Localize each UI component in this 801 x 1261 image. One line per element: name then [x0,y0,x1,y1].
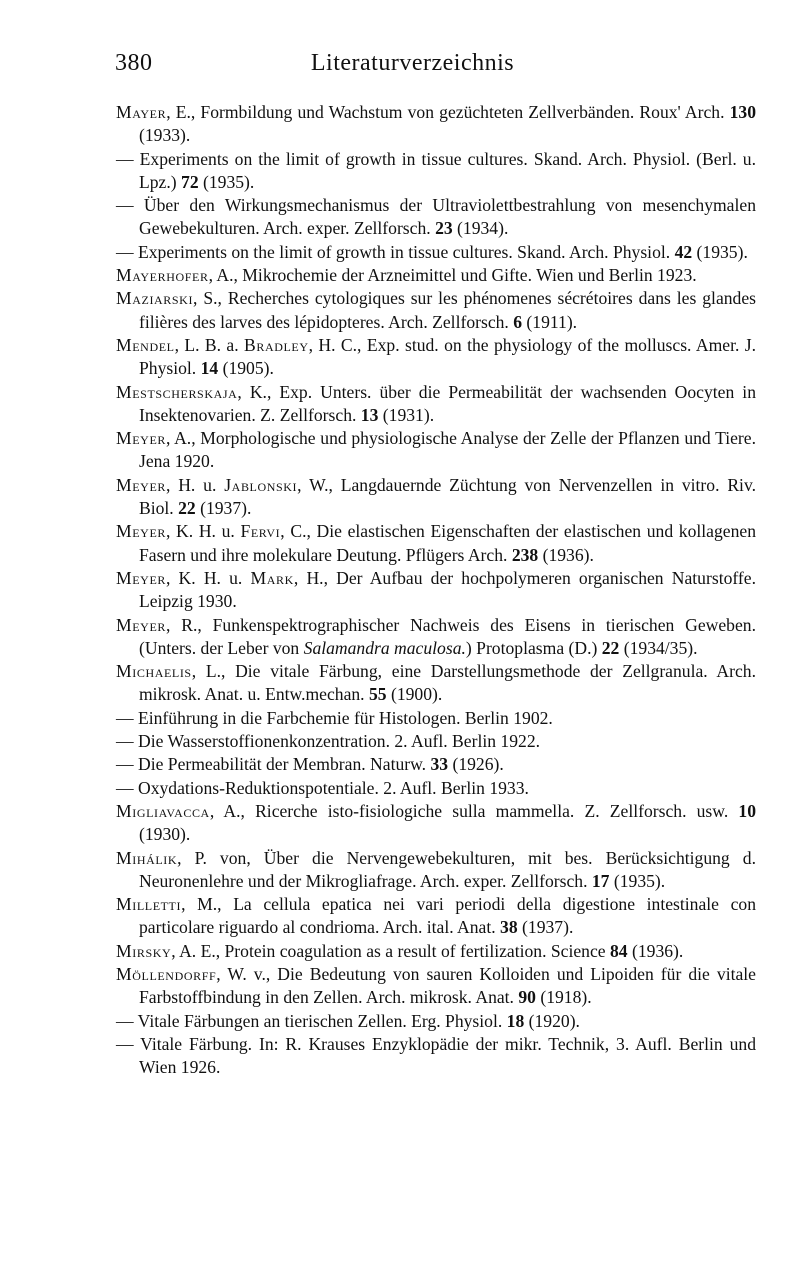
volume: 6 [513,311,523,332]
citation-text: , A., Mikrochemie der Arzneimittel und Gifte. Wien und Berlin 1923. [208,265,697,286]
citation-text: , H. u. [165,474,225,495]
reference-entry [116,101,756,148]
coauthor: Mark [250,567,294,588]
author: Meyer [116,474,166,495]
citation-text: — Experiments on the limit of growth in tissue cultures. Skand. Arch. Physiol. (Berl. u. Lpz.) [116,148,756,192]
year: (1936). [538,544,594,565]
year: (1900). [386,684,443,705]
reference-entry [116,148,756,195]
volume: 130 [729,102,756,122]
volume: 33 [430,754,449,775]
author: Milletti [116,894,182,915]
author: Mestscherskaja [116,381,238,402]
species-name: Salamandra maculosa. [303,637,466,658]
citation-text: , W., Langdauernde Züchtung von Nervenzellen in vitro. Riv. Biol. [139,474,756,519]
year: (1911). [522,311,578,332]
year: (1937). [517,917,574,938]
author: Möllendorff [116,963,217,984]
citation-text: , R., Funkenspektrographischer Nachweis des Eisens in tierischen Geweben. (Unters. der Leber von [139,614,756,658]
reference-entry [116,241,756,264]
volume: 238 [511,544,539,565]
reference-entry [116,1010,756,1033]
citation-text: , L., Die vitale Färbung, eine Darstellungsmethode der Zellgranula. Arch. mikrosk. Anat. u. Entw.mechan. [139,661,756,705]
citation-text: , L. B. a. [174,334,245,355]
volume: 55 [368,684,387,705]
author: Mayer [116,102,167,122]
citation-text: , C., Die elastischen Eigenschaften der elastischen und kollagenen Fasern und ihre molekulare Deutung. Pflügers Arch. [139,521,756,565]
year: (1931). [378,404,435,425]
reference-entry [116,940,756,963]
author: Michaelis [116,661,192,682]
reference-entry [116,963,756,1010]
citation-text: — Vitale Färbungen an tierischen Zellen. Erg. Physiol. [116,1010,507,1031]
author: Meyer [116,567,166,588]
reference-entry [116,730,756,753]
reference-entry [116,381,756,428]
citation-text: , A., Ricerche isto-fisiologiche sulla mammella. Z. Zellforsch. usw. [209,800,739,821]
coauthor: Jablonski [224,474,298,495]
volume: 84 [610,940,628,961]
page-header [0,50,801,80]
reference-entry [116,1033,756,1080]
running-title: Literaturverzeichnis [310,50,515,76]
volume: 22 [178,498,196,519]
citation-text: — Über den Wirkungsmechanismus der Ultraviolettbestrahlung von mesenchymalen Gewebekulturen. Arch. exper. Zellforsch. [116,195,756,239]
year: (1937). [195,498,252,519]
citation-text: , A., Morphologische und physiologische Analyse der Zelle der Pflanzen und Tiere. Jena 1920. [139,428,756,472]
reference-entry [116,194,756,241]
reference-entry [116,334,756,381]
reference-entry [116,777,756,800]
volume: 90 [518,987,536,1008]
citation-text: , S., Recherches cytologiques sur les phénomenes sécrétoires dans les glandes filières des larves des lépidopteres. Arch. Zellforsch. [139,288,756,332]
reference-entry [116,660,756,707]
year: (1926). [448,754,504,775]
reference-entry [116,893,756,940]
author: Mendel [116,334,175,355]
reference-entry [116,264,756,287]
volume: 18 [506,1010,525,1031]
citation-text: , P. von, Über die Nervengewebekulturen, mit bes. Berücksichtigung d. Neuronenlehre und der Mikrogliafrage. Arch. exper. Zellforsch. [139,847,756,891]
citation-text: , W. v., Die Bedeutung von sauren Kolloiden und Lipoiden für die vitale Farbstoffbindung in den Zellen. Arch. mikrosk. Anat. [139,963,756,1008]
reference-entry [116,520,756,567]
reference-entry [116,474,756,521]
citation-text: , K. H. u. [165,567,251,588]
reference-entry [116,614,756,661]
citation-text: — Die Permeabilität der Membran. Naturw. [116,754,431,775]
coauthor: Bradley [244,334,309,355]
year: (1936). [627,940,684,961]
year: (1905). [218,358,274,379]
author: Meyer [116,614,166,635]
year: (1935). [198,171,255,192]
year: (1935). [609,870,666,891]
coauthor: Fervi [240,521,281,542]
reference-entry [116,707,756,730]
citation-text: , E., Formbildung und Wachstum von gezüchteten Zellverbänden. Roux' Arch. [166,102,730,122]
reference-entry [116,800,756,847]
volume: 42 [674,241,693,262]
volume: 38 [500,917,518,938]
author: Meyer [116,521,166,542]
reference-entry [116,287,756,334]
year: (1920). [524,1010,580,1031]
volume: 23 [435,218,453,239]
reference-entry [116,847,756,894]
year: (1935). [692,241,748,262]
volume: 13 [360,404,379,425]
citation-text: , K. H. u. [165,521,241,542]
volume: 72 [181,171,199,192]
citation-text: — Einführung in die Farbchemie für Histologen. Berlin 1902. [116,707,553,728]
citation-text: — Oxydations-Reduktionspotentiale. 2. Aufl. Berlin 1933. [116,777,529,798]
author: Migliavacca [116,800,210,821]
author: Mirsky [116,940,172,961]
author: Mayerhofer [116,265,209,286]
citation-text: — Vitale Färbung. In: R. Krauses Enzyklopädie der mikr. Technik, 3. Aufl. Berlin und Wien 1926. [116,1033,756,1078]
volume: 22 [601,637,620,658]
year: (1918). [535,987,592,1008]
citation-text: , A. E., Protein coagulation as a result of fertilization. Science [171,940,610,961]
citation-text: , K., Exp. Unters. über die Permeabilität der wachsenden Oocyten in Insektenovarien. Z. Zellforsch. [139,381,756,425]
citation-text: — Experiments on the limit of growth in tissue cultures. Skand. Arch. Physiol. [116,241,675,262]
citation-text: , H. C., Exp. stud. on the physiology of the molluscs. Amer. J. Physiol. [139,334,756,379]
citation-text: , H., Der Aufbau der hochpolymeren organischen Naturstoffe. Leipzig 1930. [139,567,756,612]
reference-entry [116,753,756,776]
reference-entry [116,567,756,614]
page-number: 380 [115,50,153,76]
year: (1934/35). [619,637,698,658]
author: Meyer [116,428,166,449]
year: (1930). [139,824,191,845]
year: (1934). [452,218,509,239]
volume: 17 [591,870,610,891]
author: Maziarski [116,288,194,309]
citation-text: ) Protoplasma (D.) [465,637,602,658]
citation-text: — Die Wasserstoffionenkonzentration. 2. Aufl. Berlin 1922. [116,731,541,752]
author: Mihálik [116,847,178,868]
citation-text: , M., La cellula epatica nei vari periodi della digestione intestinale con particolare riguardo al condrioma. Arch. ital. Anat. [139,894,756,938]
reference-list [116,101,756,1079]
volume: 14 [200,358,219,379]
reference-entry [116,427,756,474]
volume: 10 [738,800,756,821]
year: (1933). [139,125,191,146]
